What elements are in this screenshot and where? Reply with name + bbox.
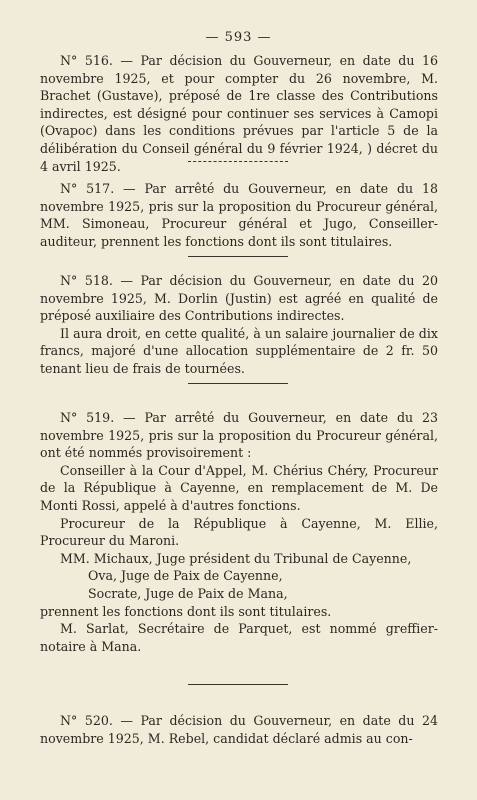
- section-divider: [188, 383, 288, 384]
- decision-517: [40, 180, 438, 250]
- paragraph: N° 517. — Par arrêté du Gouverneur, en date du 18 novembre 1925, pris sur la proposition du Procureur général, MM. Simoneau, Procureur général et Jugo, Conseiller-auditeur, prennent les fonctions dont ils sont titulaires.: [40, 181, 438, 249]
- section-divider: [188, 684, 288, 685]
- paragraph: N° 519. — Par arrêté du Gouverneur, en date du 23 novembre 1925, pris sur la proposition du Procureur général, ont été nommés provisoirement :: [40, 410, 438, 461]
- decision-519: [40, 409, 438, 655]
- decision-520: [40, 712, 438, 747]
- paragraph: N° 520. — Par décision du Gouverneur, en date du 24 novembre 1925, M. Rebel, candidat déclaré admis au con-: [40, 713, 438, 746]
- decision-516: [40, 52, 438, 175]
- paragraph: Conseiller à la Cour d'Appel, M. Chérius Chéry, Procureur de la République à Cayenne, en remplacement de M. De Monti Rossi, appelé à d'autres fonctions.: [40, 462, 438, 513]
- paragraph: Ova, Juge de Paix de Cayenne,: [88, 568, 283, 584]
- paragraph: prennent les fonctions dont ils sont titulaires.: [40, 603, 332, 619]
- paragraph: Il aura droit, en cette qualité, à un salaire journalier de dix francs, majoré d'une allocation supplémentaire de 2 fr. 50 tenant lieu de frais de tournées.: [40, 325, 438, 376]
- paragraph: N° 516. — Par décision du Gouverneur, en date du 16 novembre 1925, et pour compter du 26 novembre, M. Brachet (Gustave), préposé de 1re classe des Contributions indirectes, est désigné pour continuer ses services à Camopi (Ovapoc) dans les conditions prévues par l'article 5 de la délibération du Conseil général du 9 février 1924, ) décret du 4 avril 1925.: [40, 53, 438, 174]
- section-divider: [188, 256, 288, 257]
- page-number: — 593 —: [205, 30, 272, 45]
- decision-518: [40, 272, 438, 378]
- paragraph: Socrate, Juge de Paix de Mana,: [88, 585, 288, 601]
- section-divider: [188, 161, 288, 162]
- paragraph: N° 518. — Par décision du Gouverneur, en date du 20 novembre 1925, M. Dorlin (Justin) est agréé en qualité de préposé auxiliaire des Contributions indirectes.: [40, 273, 438, 324]
- paragraph: Procureur de la République à Cayenne, M. Ellie, Procureur du Maroni.: [40, 515, 438, 549]
- paragraph: M. Sarlat, Secrétaire de Parquet, est nommé greffier-notaire à Mana.: [40, 621, 438, 654]
- paragraph: MM. Michaux, Juge président du Tribunal de Cayenne,: [60, 550, 412, 566]
